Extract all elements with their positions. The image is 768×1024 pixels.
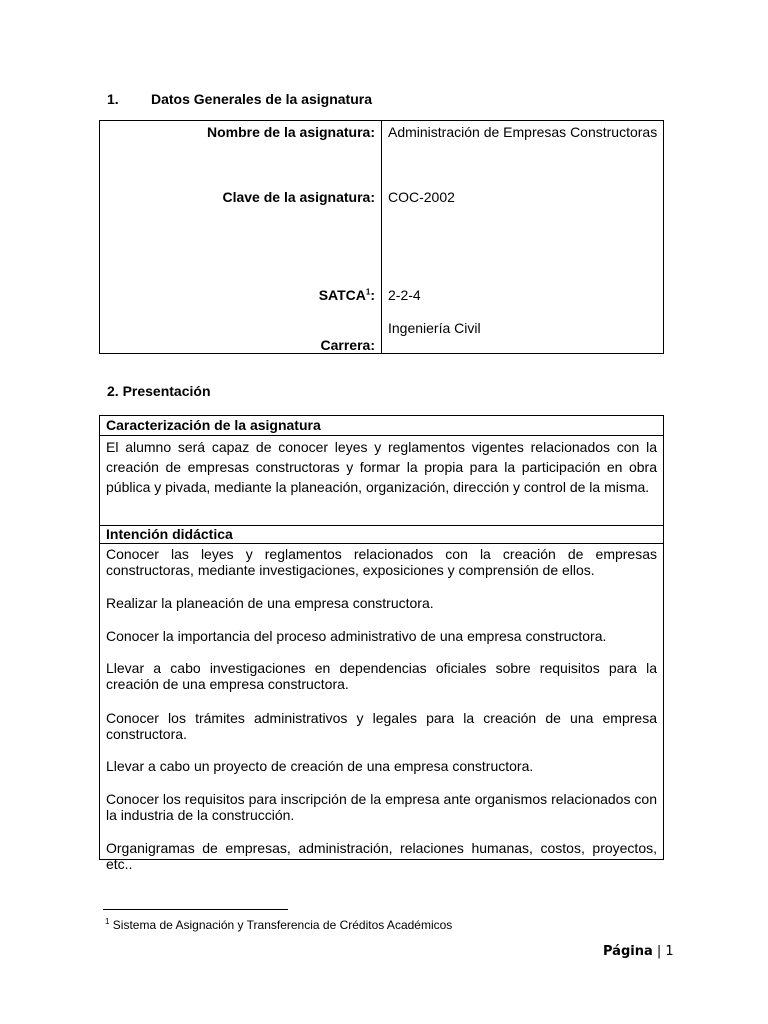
footnote-mark: 1 [105, 917, 110, 926]
satca-colon: : [370, 287, 375, 303]
satca-label [319, 287, 375, 303]
footnote-text: Sistema de Asignación y Transferencia de Créditos Académicos [109, 918, 453, 932]
intencion-paragraph: Llevar a cabo un proyecto de creación de una empresa constructora. [106, 758, 534, 774]
nombre-value: Administración de Empresas Constructoras [388, 124, 658, 140]
intencion-paragraph: Conocer la importancia del proceso administrativo de una empresa constructora. [106, 628, 607, 644]
nombre-label: Nombre de la asignatura: [206, 124, 375, 140]
row-divider [100, 543, 663, 544]
intencion-paragraph: Organigramas de empresas, administración, relaciones humanas, costos, proyectos, etc.. [106, 840, 657, 872]
row-divider [100, 435, 663, 436]
caracterizacion-text: El alumno será capaz de conocer leyes y reglamentos vigentes relacionados con la creación de empresas constructoras y formar la propia para la participación en obra pública y pivada, mediante la planeación, organización, dirección y control de la misma. [106, 439, 657, 495]
clave-value: COC-2002 [388, 189, 455, 205]
satca-value: 2-2-4 [388, 287, 421, 303]
general-data-table [99, 120, 664, 354]
caracterizacion-header: Caracterización de la asignatura [106, 417, 321, 433]
intencion-paragraph: Conocer los trámites administrativos y legales para la creación de una empresa constructora. [106, 710, 657, 742]
page-number [603, 944, 674, 959]
presentation-table [99, 415, 664, 872]
intencion-header: Intención didáctica [106, 526, 233, 542]
intencion-paragraph: Conocer los requisitos para inscripción de la empresa ante organismos relacionados con la industria de la construcción. [106, 791, 657, 823]
clave-label: Clave de la asignatura: [222, 189, 375, 205]
intencion-paragraph: Realizar la planeación de una empresa constructora. [106, 595, 434, 611]
section-2-title: 2. Presentación [107, 383, 211, 399]
carrera-label: Carrera: [320, 337, 375, 353]
carrera-value: Ingeniería Civil [388, 320, 481, 336]
footnote [105, 917, 452, 932]
page-label: Página [603, 944, 653, 959]
page-separator: | [652, 944, 666, 959]
satca-label-text: SATCA [318, 287, 366, 303]
satca-footnote-mark: 1 [365, 287, 371, 297]
intencion-paragraph: Conocer las leyes y reglamentos relacionados con la creación de empresas constructoras, mediante investigaciones, exposiciones y comprensión de ellos. [106, 546, 657, 578]
page-number-value: 1 [665, 944, 674, 959]
table-column-divider [381, 121, 382, 353]
section-1-title: Datos Generales de la asignatura [151, 91, 372, 107]
section-1-number: 1. [107, 91, 119, 107]
footnote-separator [103, 909, 288, 910]
intencion-paragraph: Llevar a cabo investigaciones en dependencias oficiales sobre requisitos para la creación de una empresa constructora. [106, 660, 657, 692]
